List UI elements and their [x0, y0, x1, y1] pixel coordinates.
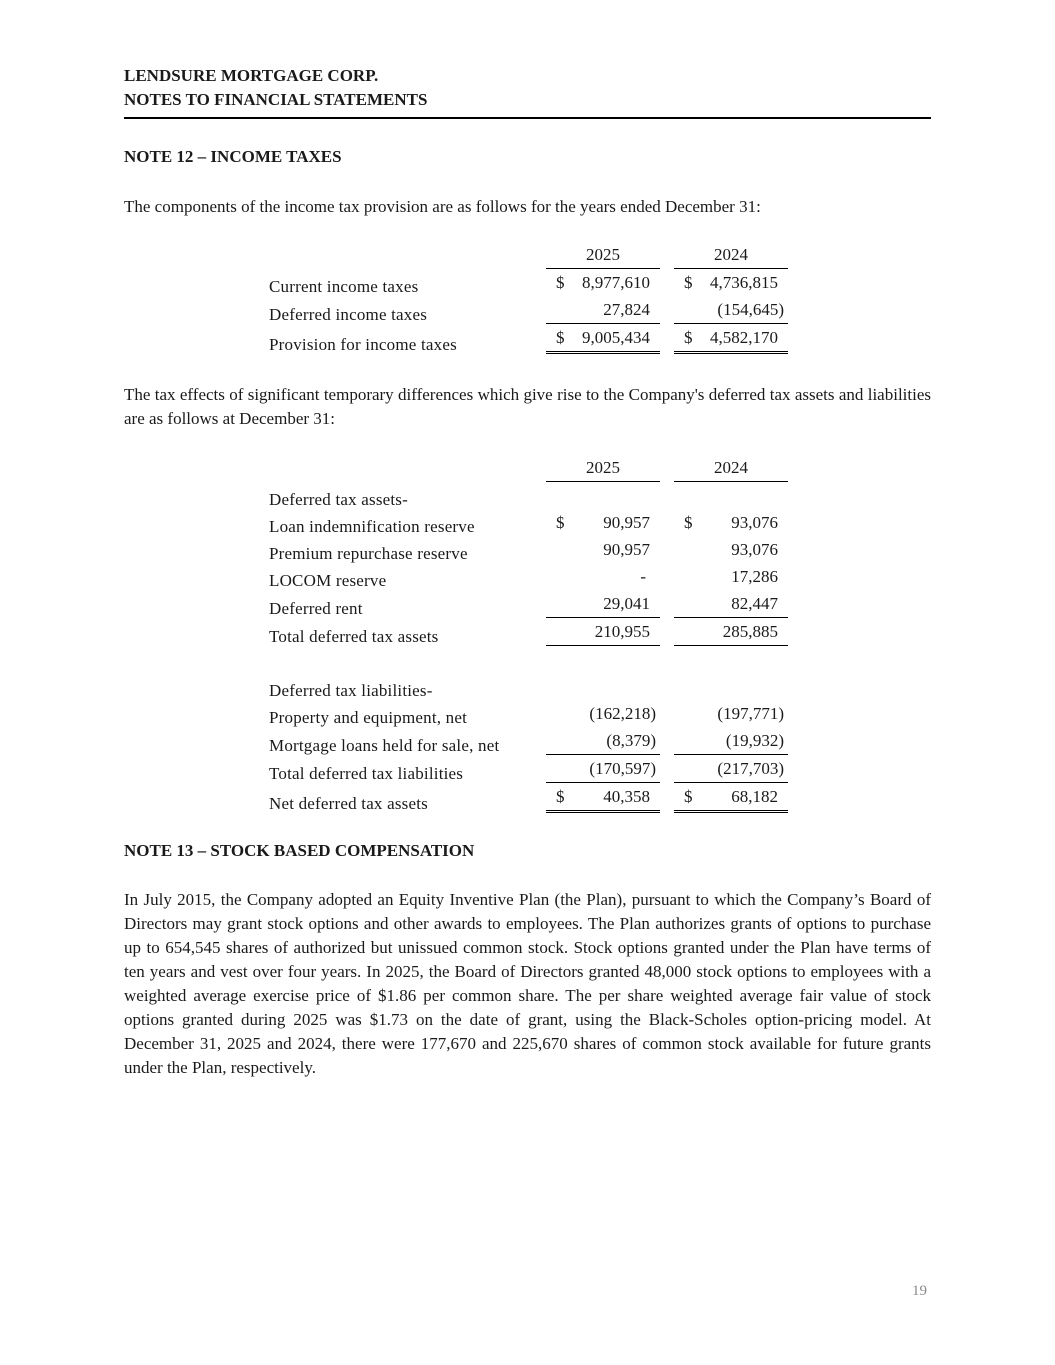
value-cell: $ 90,957 [556, 513, 650, 532]
value-cell: (19,932) [674, 727, 788, 755]
value-cell: $ 9,005,434 [546, 324, 660, 354]
value-cell: 90,957 [603, 540, 650, 559]
row-label: Deferred income taxes [269, 305, 428, 324]
table-row [269, 324, 788, 354]
value-cell: $ 40,358 [546, 783, 660, 813]
value-cell: $ 68,182 [674, 783, 788, 813]
value-cell: 285,885 [674, 618, 788, 646]
note-12-intro: The components of the income tax provision are as follows for the years ended December 31: [124, 197, 761, 216]
value-cell: (170,597) [546, 755, 660, 783]
value-cell: $ 4,736,815 [684, 273, 778, 292]
document-page [124, 0, 931, 1365]
table-row [269, 590, 788, 618]
liabilities-heading: Deferred tax liabilities- [269, 681, 433, 700]
row-label: Net deferred tax assets [269, 794, 428, 813]
deferred-tax-table [269, 454, 788, 813]
value-cell: 29,041 [546, 590, 660, 618]
value-cell: $ 93,076 [684, 513, 778, 532]
value-cell: $ 8,977,610 [556, 273, 650, 292]
table-row [269, 563, 788, 590]
year-header: 2024 [674, 454, 788, 482]
assets-heading: Deferred tax assets- [269, 490, 408, 509]
year-header: 2025 [546, 454, 660, 482]
section-heading-row [269, 482, 788, 509]
table-header-row [269, 454, 788, 482]
deferred-intro: The tax effects of significant temporary differences which give rise to the Company's deferred tax assets and liabilities are as follows at December 31: [124, 385, 931, 428]
row-label: Mortgage loans held for sale, net [269, 736, 500, 755]
table-row [269, 269, 788, 296]
value-cell: 210,955 [546, 618, 660, 646]
year-header: 2025 [546, 241, 660, 269]
value-cell: (8,379) [546, 727, 660, 755]
row-label: Provision for income taxes [269, 335, 457, 354]
header-subtitle: NOTES TO FINANCIAL STATEMENTS [124, 90, 428, 109]
page-header [124, 64, 931, 112]
note-13-body: In July 2015, the Company adopted an Equity Inventive Plan (the Plan), pursuant to which the Company’s Board of Directors may grant stock options and other awards to employees. The Plan authorizes grants of options to purchase up to 654,545 shares of authorized but unissued common stock. Stock options granted under the Plan have terms of ten years and vest over four years. In 2025, the Board of Directors granted 48,000 stock options to employees with a weighted average exercise price of $1.86 per common share. The per share weighted average fair value of stock options granted during 2025 was $1.73 on the date of grant, using the Black-Scholes option-pricing model. At December 31, 2025 and 2024, there were 177,670 and 225,670 shares of common stock available for future grants under the Plan, respectively. [124, 890, 931, 1077]
value-cell: (162,218) [589, 704, 656, 723]
value-cell: 17,286 [731, 567, 778, 586]
table-row [269, 509, 788, 536]
value-cell: $ 4,582,170 [674, 324, 788, 354]
value-cell: - [640, 567, 646, 586]
header-rule [124, 117, 931, 119]
section-heading-row [269, 673, 788, 700]
row-label: Total deferred tax liabilities [269, 764, 464, 783]
value-cell: 93,076 [731, 540, 778, 559]
income-tax-provision-table [269, 241, 788, 354]
spacer-row [269, 646, 788, 673]
value-cell: (197,771) [717, 704, 784, 723]
value-cell: (154,645) [674, 296, 788, 324]
net-row [269, 783, 788, 813]
total-row [269, 618, 788, 646]
row-label: Total deferred tax assets [269, 627, 439, 646]
total-row [269, 755, 788, 783]
year-header: 2024 [674, 241, 788, 269]
page-number: 19 [912, 1283, 927, 1299]
table-header-row [269, 241, 788, 269]
value-cell: (217,703) [674, 755, 788, 783]
row-label: LOCOM reserve [269, 571, 387, 590]
table-row [269, 727, 788, 755]
note-13-title: NOTE 13 – STOCK BASED COMPENSATION [124, 841, 475, 860]
value-cell: 82,447 [674, 590, 788, 618]
table-row [269, 296, 788, 324]
row-label: Property and equipment, net [269, 708, 468, 727]
row-label: Loan indemnification reserve [269, 517, 475, 536]
value-cell: 27,824 [546, 296, 660, 324]
table-row [269, 700, 788, 727]
row-label: Current income taxes [269, 277, 419, 296]
row-label: Premium repurchase reserve [269, 544, 468, 563]
company-name: LENDSURE MORTGAGE CORP. [124, 66, 379, 85]
table-row [269, 536, 788, 563]
note-12-title: NOTE 12 – INCOME TAXES [124, 147, 342, 166]
row-label: Deferred rent [269, 599, 363, 618]
